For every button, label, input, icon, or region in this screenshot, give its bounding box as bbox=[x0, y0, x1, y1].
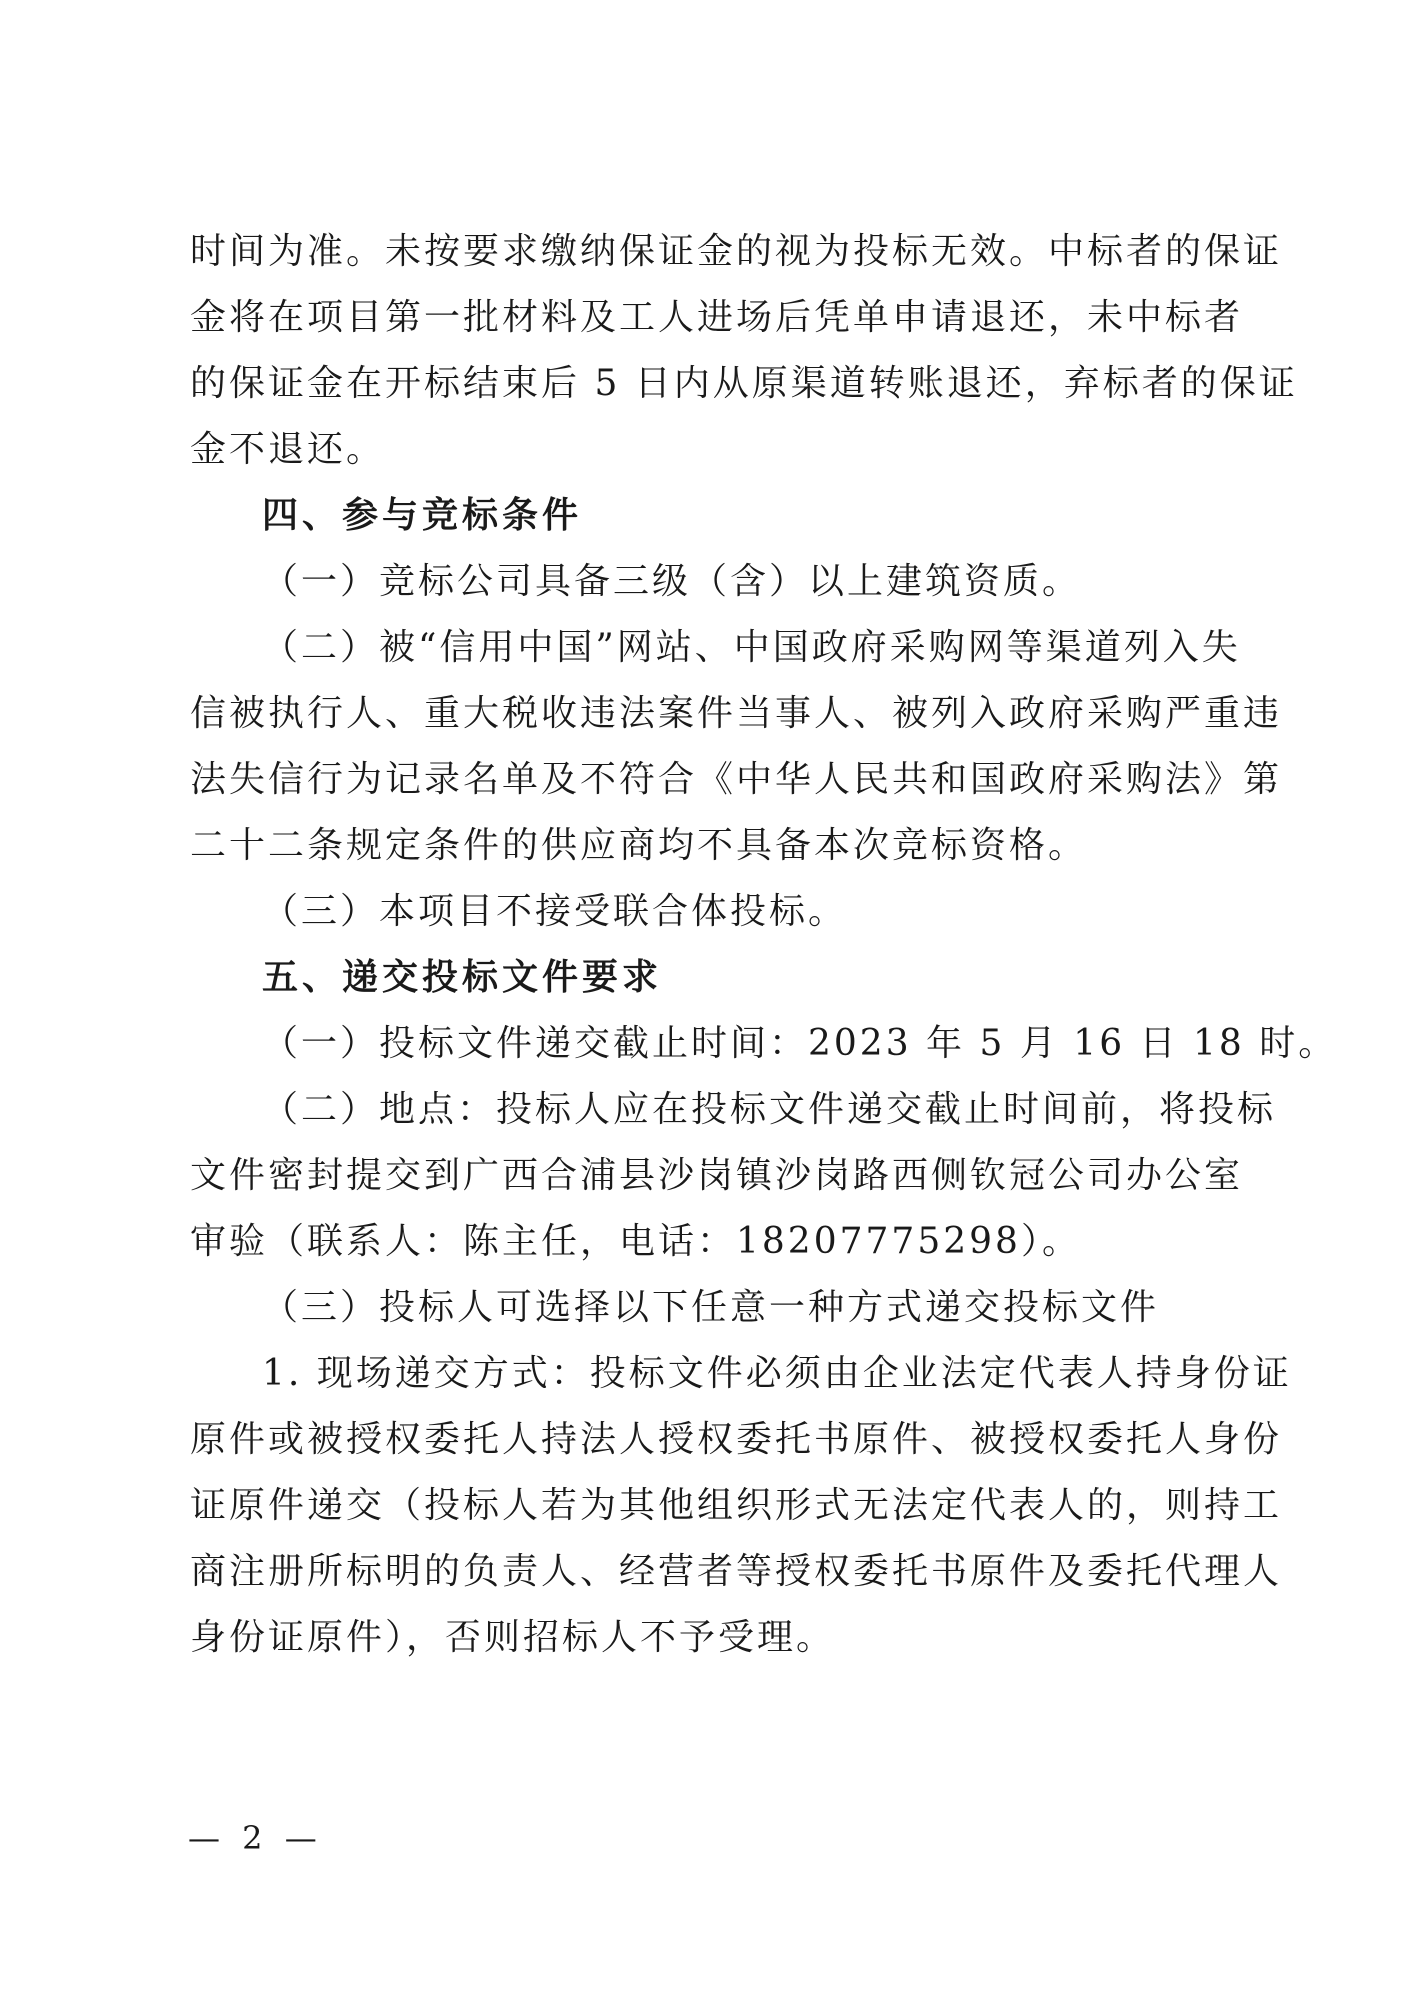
section-4-heading: 四、参与竞标条件 bbox=[262, 495, 583, 536]
section-5-item-2-line-2: 文件密封提交到广西合浦县沙岗镇沙岗路西侧钦冠公司办公室 bbox=[190, 1155, 1244, 1196]
deposit-paragraph-line-2: 金将在项目第一批材料及工人进场后凭单申请退还，未中标者 bbox=[190, 297, 1244, 338]
section-5-item-2-line-1: （二）地点：投标人应在投标文件递交截止时间前，将投标 bbox=[262, 1089, 1277, 1130]
section-5-method-1-line-2: 原件或被授权委托人持法人授权委托书原件、被授权委托人身份 bbox=[190, 1419, 1283, 1460]
section-4-item-2-line-3: 法失信行为记录名单及不符合《中华人民共和国政府采购法》第 bbox=[190, 759, 1283, 800]
section-5-method-1-line-5: 身份证原件），否则招标人不予受理。 bbox=[190, 1617, 836, 1658]
deposit-paragraph-line-1: 时间为准。未按要求缴纳保证金的视为投标无效。中标者的保证 bbox=[190, 231, 1283, 272]
page-number: — 2 — bbox=[188, 1819, 323, 1857]
section-4-item-2-line-4: 二十二条规定条件的供应商均不具备本次竞标资格。 bbox=[190, 825, 1088, 866]
section-5-item-1: （一）投标文件递交截止时间：2023 年 5 月 16 日 18 时。 bbox=[262, 1023, 1338, 1064]
section-5-method-1-line-4: 商注册所标明的负责人、经营者等授权委托书原件及委托代理人 bbox=[190, 1551, 1283, 1592]
section-5-item-3: （三）投标人可选择以下任意一种方式递交投标文件 bbox=[262, 1287, 1160, 1328]
section-5-method-1-line-1: 1. 现场递交方式：投标文件必须由企业法定代表人持身份证 bbox=[262, 1353, 1292, 1394]
section-5-item-2-line-3: 审验（联系人：陈主任，电话：18207775298）。 bbox=[190, 1221, 1081, 1262]
section-5-heading: 五、递交投标文件要求 bbox=[262, 957, 663, 998]
deposit-paragraph-line-4: 金不退还。 bbox=[190, 429, 386, 470]
section-4-item-2-line-2: 信被执行人、重大税收违法案件当事人、被列入政府采购严重违 bbox=[190, 693, 1283, 734]
deposit-paragraph-line-3: 的保证金在开标结束后 5 日内从原渠道转账退还，弃标者的保证 bbox=[190, 363, 1298, 404]
section-4-item-3: （三）本项目不接受联合体投标。 bbox=[262, 891, 848, 932]
section-5-method-1-line-3: 证原件递交（投标人若为其他组织形式无法定代表人的，则持工 bbox=[190, 1485, 1283, 1526]
section-4-item-2-line-1: （二）被“信用中国”网站、中国政府采购网等渠道列入失 bbox=[262, 627, 1241, 668]
section-4-item-1: （一）竞标公司具备三级（含）以上建筑资质。 bbox=[262, 561, 1082, 602]
